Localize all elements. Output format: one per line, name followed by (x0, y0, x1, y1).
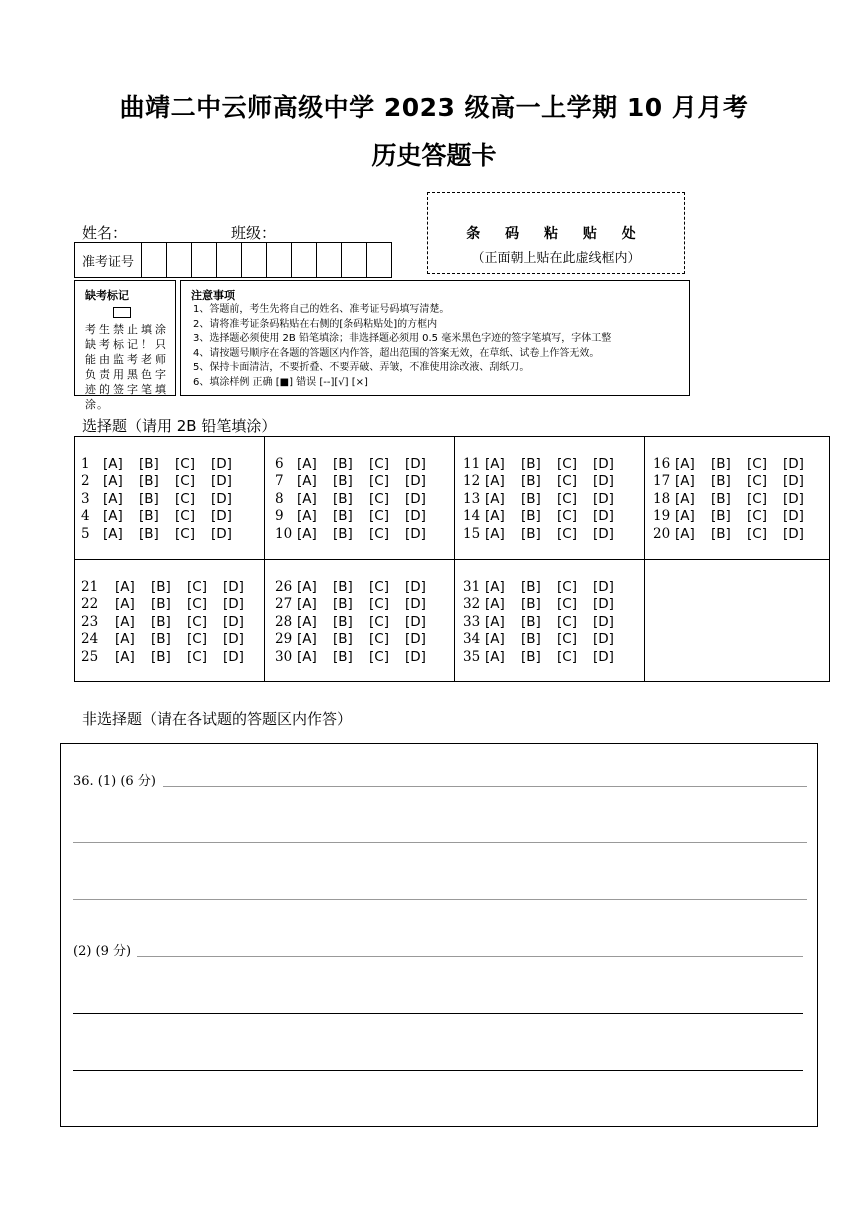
question-number: 32 (463, 596, 481, 613)
question-row (463, 631, 629, 649)
notice-item: 5、保持卡面清洁，不要折叠、不要弄破、弄皱，不准使用涂改液、刮纸刀。 (193, 362, 530, 374)
option-bubble-d[interactable]: [D] (405, 578, 426, 595)
option-bubble-a[interactable]: [A] (297, 455, 317, 472)
option-bubble-a[interactable]: [A] (485, 455, 505, 472)
option-bubble-c[interactable]: [C] (369, 490, 389, 507)
option-bubble-b[interactable]: [B] (333, 525, 353, 542)
option-bubble-d[interactable]: [D] (783, 473, 804, 490)
answer-area-36[interactable] (60, 743, 818, 1127)
question-row (275, 596, 441, 614)
option-bubble-c[interactable]: [C] (369, 525, 389, 542)
option-bubble-b[interactable]: [B] (151, 613, 171, 630)
option-bubble-a[interactable]: [A] (297, 490, 317, 507)
option-bubble-c[interactable]: [C] (369, 631, 389, 648)
option-bubble-d[interactable]: [D] (405, 473, 426, 490)
question-row (463, 490, 629, 508)
question-number: 12 (463, 473, 481, 490)
option-bubble-b[interactable]: [B] (333, 613, 353, 630)
id-digit-cell[interactable] (317, 243, 342, 277)
option-bubble-d[interactable]: [D] (211, 525, 232, 542)
option-bubble-c[interactable]: [C] (369, 473, 389, 490)
question-number: 19 (653, 508, 671, 525)
question-row (81, 490, 247, 508)
option-bubble-b[interactable]: [B] (139, 508, 159, 525)
question-row (463, 455, 629, 473)
option-bubble-a[interactable]: [A] (297, 648, 317, 665)
option-bubble-b[interactable]: [B] (521, 525, 541, 542)
option-bubble-a[interactable]: [A] (115, 596, 135, 613)
option-bubble-d[interactable]: [D] (593, 648, 614, 665)
option-bubble-b[interactable]: [B] (521, 455, 541, 472)
option-bubble-c[interactable]: [C] (187, 596, 207, 613)
question-row (463, 578, 629, 596)
option-bubble-c[interactable]: [C] (557, 525, 577, 542)
name-class-row (82, 222, 382, 243)
question-number: 29 (275, 631, 293, 648)
question-number: 20 (653, 525, 671, 542)
question-number: 8 (275, 490, 284, 507)
option-bubble-b[interactable]: [B] (139, 455, 159, 472)
question-number: 25 (81, 648, 99, 665)
option-bubble-d[interactable]: [D] (593, 613, 614, 630)
question-number: 3 (81, 490, 90, 507)
question-row (275, 648, 441, 666)
option-bubble-d[interactable]: [D] (593, 578, 614, 595)
question-row (81, 578, 259, 596)
option-bubble-b[interactable]: [B] (711, 473, 731, 490)
option-bubble-c[interactable]: [C] (369, 648, 389, 665)
option-bubble-a[interactable]: [A] (485, 508, 505, 525)
question-number: 21 (81, 578, 99, 595)
option-bubble-d[interactable]: [D] (405, 490, 426, 507)
question-number: 31 (463, 578, 481, 595)
option-bubble-d[interactable]: [D] (405, 596, 426, 613)
question-number: 4 (81, 508, 90, 525)
option-bubble-b[interactable]: [B] (711, 455, 731, 472)
option-bubble-b[interactable]: [B] (711, 490, 731, 507)
option-bubble-c[interactable]: [C] (369, 613, 389, 630)
option-bubble-d[interactable]: [D] (211, 490, 232, 507)
option-bubble-b[interactable]: [B] (521, 490, 541, 507)
class-field[interactable] (276, 226, 382, 243)
option-bubble-a[interactable]: [A] (675, 525, 695, 542)
option-bubble-b[interactable]: [B] (333, 508, 353, 525)
option-bubble-a[interactable]: [A] (103, 455, 123, 472)
option-bubble-c[interactable]: [C] (747, 473, 767, 490)
option-bubble-a[interactable]: [A] (485, 578, 505, 595)
option-bubble-b[interactable]: [B] (333, 631, 353, 648)
question-row (81, 455, 247, 473)
answer-line (73, 1070, 803, 1071)
question-row (81, 525, 247, 543)
notice-title: 注意事项 (191, 289, 235, 302)
option-bubble-c[interactable]: [C] (747, 455, 767, 472)
option-bubble-a[interactable]: [A] (103, 508, 123, 525)
option-bubble-a[interactable]: [A] (297, 578, 317, 595)
option-bubble-d[interactable]: [D] (593, 490, 614, 507)
option-bubble-c[interactable]: [C] (369, 578, 389, 595)
option-bubble-a[interactable]: [A] (485, 648, 505, 665)
option-bubble-d[interactable]: [D] (223, 631, 244, 648)
option-bubble-a[interactable]: [A] (103, 525, 123, 542)
option-bubble-c[interactable]: [C] (175, 473, 195, 490)
exam-title: 曲靖二中云师高级中学 2023 级高一上学期 10 月月考 (119, 93, 749, 122)
option-bubble-d[interactable]: [D] (593, 473, 614, 490)
question-row (463, 473, 629, 491)
option-bubble-b[interactable]: [B] (333, 473, 353, 490)
option-bubble-d[interactable]: [D] (405, 525, 426, 542)
option-bubble-a[interactable]: [A] (115, 578, 135, 595)
question-row (275, 631, 441, 649)
question-row (463, 613, 629, 631)
question-row (463, 525, 629, 543)
option-bubble-b[interactable]: [B] (139, 490, 159, 507)
option-bubble-b[interactable]: [B] (333, 648, 353, 665)
option-bubble-c[interactable]: [C] (747, 490, 767, 507)
option-bubble-c[interactable]: [C] (557, 631, 577, 648)
question-number: 35 (463, 648, 481, 665)
option-bubble-a[interactable]: [A] (297, 596, 317, 613)
option-bubble-c[interactable]: [C] (369, 596, 389, 613)
question-row (463, 508, 629, 526)
option-bubble-c[interactable]: [C] (369, 508, 389, 525)
option-bubble-c[interactable]: [C] (187, 648, 207, 665)
option-bubble-c[interactable]: [C] (747, 508, 767, 525)
option-bubble-c[interactable]: [C] (369, 455, 389, 472)
option-bubble-a[interactable]: [A] (675, 490, 695, 507)
option-bubble-a[interactable]: [A] (485, 596, 505, 613)
option-bubble-a[interactable]: [A] (103, 473, 123, 490)
option-bubble-d[interactable]: [D] (211, 473, 232, 490)
option-bubble-c[interactable]: [C] (557, 596, 577, 613)
question-row (463, 648, 629, 666)
notice-box (180, 280, 690, 396)
option-bubble-c[interactable]: [C] (187, 631, 207, 648)
option-bubble-c[interactable]: [C] (175, 455, 195, 472)
question-row (81, 473, 247, 491)
grid-divider (75, 559, 829, 560)
id-digit-cell[interactable] (142, 243, 167, 277)
option-bubble-a[interactable]: [A] (297, 508, 317, 525)
option-bubble-a[interactable]: [A] (297, 473, 317, 490)
q36-part2-label: (2) (9 分) (73, 944, 132, 959)
option-bubble-d[interactable]: [D] (211, 455, 232, 472)
option-bubble-a[interactable]: [A] (297, 525, 317, 542)
option-bubble-d[interactable]: [D] (593, 525, 614, 542)
question-number: 5 (81, 525, 90, 542)
option-bubble-d[interactable]: [D] (783, 490, 804, 507)
option-bubble-a[interactable]: [A] (485, 525, 505, 542)
question-row (81, 648, 259, 666)
option-bubble-c[interactable]: [C] (175, 525, 195, 542)
option-bubble-d[interactable]: [D] (593, 596, 614, 613)
id-digit-cell[interactable] (167, 243, 192, 277)
absent-mark-box (74, 280, 176, 411)
id-digit-cell[interactable] (292, 243, 317, 277)
option-bubble-b[interactable]: [B] (151, 631, 171, 648)
answer-line (73, 842, 807, 843)
option-bubble-a[interactable]: [A] (675, 473, 695, 490)
nonchoice-heading: 非选择题（请在各试题的答题区内作答） (82, 710, 353, 728)
question-row (81, 613, 259, 631)
option-bubble-c[interactable]: [C] (557, 508, 577, 525)
option-bubble-b[interactable]: [B] (521, 648, 541, 665)
option-bubble-b[interactable]: [B] (521, 508, 541, 525)
option-bubble-c[interactable]: [C] (557, 490, 577, 507)
option-bubble-c[interactable]: [C] (557, 613, 577, 630)
option-bubble-d[interactable]: [D] (405, 613, 426, 630)
option-bubble-b[interactable]: [B] (521, 596, 541, 613)
question-row (275, 455, 441, 473)
option-bubble-b[interactable]: [B] (139, 525, 159, 542)
barcode-note: （正面朝上贴在此虚线框内） (471, 251, 641, 266)
option-bubble-d[interactable]: [D] (223, 613, 244, 630)
id-digit-cell[interactable] (367, 243, 391, 277)
question-number: 13 (463, 490, 481, 507)
answer-line (137, 956, 803, 957)
option-bubble-b[interactable]: [B] (151, 596, 171, 613)
question-row (275, 473, 441, 491)
id-digit-cell[interactable] (342, 243, 367, 277)
answer-line (163, 786, 807, 787)
question-number: 16 (653, 455, 671, 472)
option-bubble-c[interactable]: [C] (187, 578, 207, 595)
question-number: 6 (275, 455, 284, 472)
option-bubble-a[interactable]: [A] (297, 631, 317, 648)
option-bubble-d[interactable]: [D] (223, 596, 244, 613)
option-bubble-d[interactable]: [D] (405, 455, 426, 472)
question-number: 9 (275, 508, 284, 525)
question-row (275, 508, 441, 526)
option-bubble-b[interactable]: [B] (711, 508, 731, 525)
question-number: 17 (653, 473, 671, 490)
option-bubble-a[interactable]: [A] (485, 490, 505, 507)
id-digit-cell[interactable] (242, 243, 267, 277)
option-bubble-a[interactable]: [A] (115, 631, 135, 648)
option-bubble-d[interactable]: [D] (405, 648, 426, 665)
question-number: 18 (653, 490, 671, 507)
notice-item: 4、请按题号顺序在各题的答题区内作答，超出范围的答案无效，在草纸、试卷上作答无效。 (193, 347, 600, 359)
option-bubble-c[interactable]: [C] (187, 613, 207, 630)
option-bubble-a[interactable]: [A] (115, 648, 135, 665)
answer-sheet-title: 历史答题卡 (371, 141, 497, 170)
absent-mark-title: 缺考标记 (85, 289, 129, 302)
option-bubble-d[interactable]: [D] (783, 525, 804, 542)
admission-id-label: 准考证号 (75, 243, 142, 277)
option-bubble-d[interactable]: [D] (783, 508, 804, 525)
question-row (275, 613, 441, 631)
option-bubble-d[interactable]: [D] (223, 648, 244, 665)
option-bubble-d[interactable]: [D] (223, 578, 244, 595)
question-number: 11 (463, 455, 481, 472)
question-number: 7 (275, 473, 284, 490)
question-row (275, 490, 441, 508)
option-bubble-b[interactable]: [B] (711, 525, 731, 542)
option-bubble-a[interactable]: [A] (485, 613, 505, 630)
question-number: 1 (81, 455, 90, 472)
option-bubble-a[interactable]: [A] (297, 613, 317, 630)
option-bubble-d[interactable]: [D] (405, 631, 426, 648)
option-bubble-c[interactable]: [C] (557, 578, 577, 595)
option-bubble-b[interactable]: [B] (139, 473, 159, 490)
question-number: 28 (275, 613, 293, 630)
option-bubble-d[interactable]: [D] (593, 455, 614, 472)
option-bubble-b[interactable]: [B] (521, 473, 541, 490)
option-bubble-d[interactable]: [D] (593, 508, 614, 525)
admission-id-row (74, 242, 392, 278)
option-bubble-b[interactable]: [B] (151, 648, 171, 665)
question-number: 34 (463, 631, 481, 648)
id-digit-cell[interactable] (217, 243, 242, 277)
question-number: 30 (275, 648, 293, 665)
option-bubble-d[interactable]: [D] (783, 455, 804, 472)
question-number: 27 (275, 596, 293, 613)
barcode-title: 条 码 粘 贴 处 (466, 226, 646, 242)
option-bubble-c[interactable]: [C] (747, 525, 767, 542)
question-number: 15 (463, 525, 481, 542)
id-digit-cell[interactable] (192, 243, 217, 277)
option-bubble-a[interactable]: [A] (103, 490, 123, 507)
choice-heading: 选择题（请用 2B 铅笔填涂） (82, 417, 277, 435)
question-row (653, 473, 819, 491)
option-bubble-c[interactable]: [C] (175, 490, 195, 507)
question-number: 24 (81, 631, 99, 648)
answer-line (73, 899, 807, 900)
option-bubble-b[interactable]: [B] (333, 578, 353, 595)
notice-item: 2、请将准考证条码粘贴在右侧的[条码粘贴处]的方框内 (193, 318, 438, 330)
option-bubble-b[interactable]: [B] (521, 578, 541, 595)
option-bubble-d[interactable]: [D] (593, 631, 614, 648)
option-bubble-c[interactable]: [C] (557, 455, 577, 472)
option-bubble-b[interactable]: [B] (521, 631, 541, 648)
question-number: 23 (81, 613, 99, 630)
question-number: 2 (81, 473, 90, 490)
absent-mark-text: 考生禁止填涂缺考标记！只能由监考老师负责用黑色字迹的签字笔填涂。 (85, 323, 167, 411)
option-bubble-d[interactable]: [D] (405, 508, 426, 525)
question-number: 10 (275, 525, 293, 542)
name-field[interactable] (127, 226, 231, 243)
option-bubble-b[interactable]: [B] (151, 578, 171, 595)
question-row (653, 455, 819, 473)
option-bubble-a[interactable]: [A] (675, 455, 695, 472)
question-number: 33 (463, 613, 481, 630)
option-bubble-c[interactable]: [C] (557, 648, 577, 665)
answer-line (73, 1013, 803, 1014)
option-bubble-b[interactable]: [B] (521, 613, 541, 630)
option-bubble-c[interactable]: [C] (557, 473, 577, 490)
question-row (81, 596, 259, 614)
option-bubble-b[interactable]: [B] (333, 596, 353, 613)
question-row (81, 631, 259, 649)
notice-item: 6、填涂样例 正确 [■] 错误 [--][√] [×] (193, 376, 368, 388)
id-digit-cell[interactable] (267, 243, 292, 277)
option-bubble-b[interactable]: [B] (333, 455, 353, 472)
choice-grid (74, 436, 830, 682)
option-bubble-c[interactable]: [C] (175, 508, 195, 525)
class-label: 班级： (231, 224, 277, 242)
option-bubble-d[interactable]: [D] (211, 508, 232, 525)
question-number: 14 (463, 508, 481, 525)
absent-mark-checkbox[interactable] (113, 307, 131, 318)
question-row (653, 525, 819, 543)
option-bubble-a[interactable]: [A] (485, 631, 505, 648)
question-number: 22 (81, 596, 99, 613)
question-row (81, 508, 247, 526)
question-row (653, 490, 819, 508)
notice-item: 3、选择题必须使用 2B 铅笔填涂；非选择题必须用 0.5 毫米黑色字迹的签字笔填写，字体工整 (193, 333, 612, 345)
option-bubble-a[interactable]: [A] (675, 508, 695, 525)
option-bubble-a[interactable]: [A] (485, 473, 505, 490)
option-bubble-b[interactable]: [B] (333, 490, 353, 507)
notice-item: 1、答题前，考生先将自己的姓名、准考证号码填写清楚。 (193, 304, 450, 315)
question-row (463, 596, 629, 614)
question-number: 26 (275, 578, 293, 595)
barcode-area (427, 192, 685, 274)
question-row (653, 508, 819, 526)
question-row (275, 525, 441, 543)
question-row (275, 578, 441, 596)
name-label: 姓名： (82, 224, 128, 242)
q36-part1-label: 36. (1) (6 分) (73, 774, 156, 789)
option-bubble-a[interactable]: [A] (115, 613, 135, 630)
